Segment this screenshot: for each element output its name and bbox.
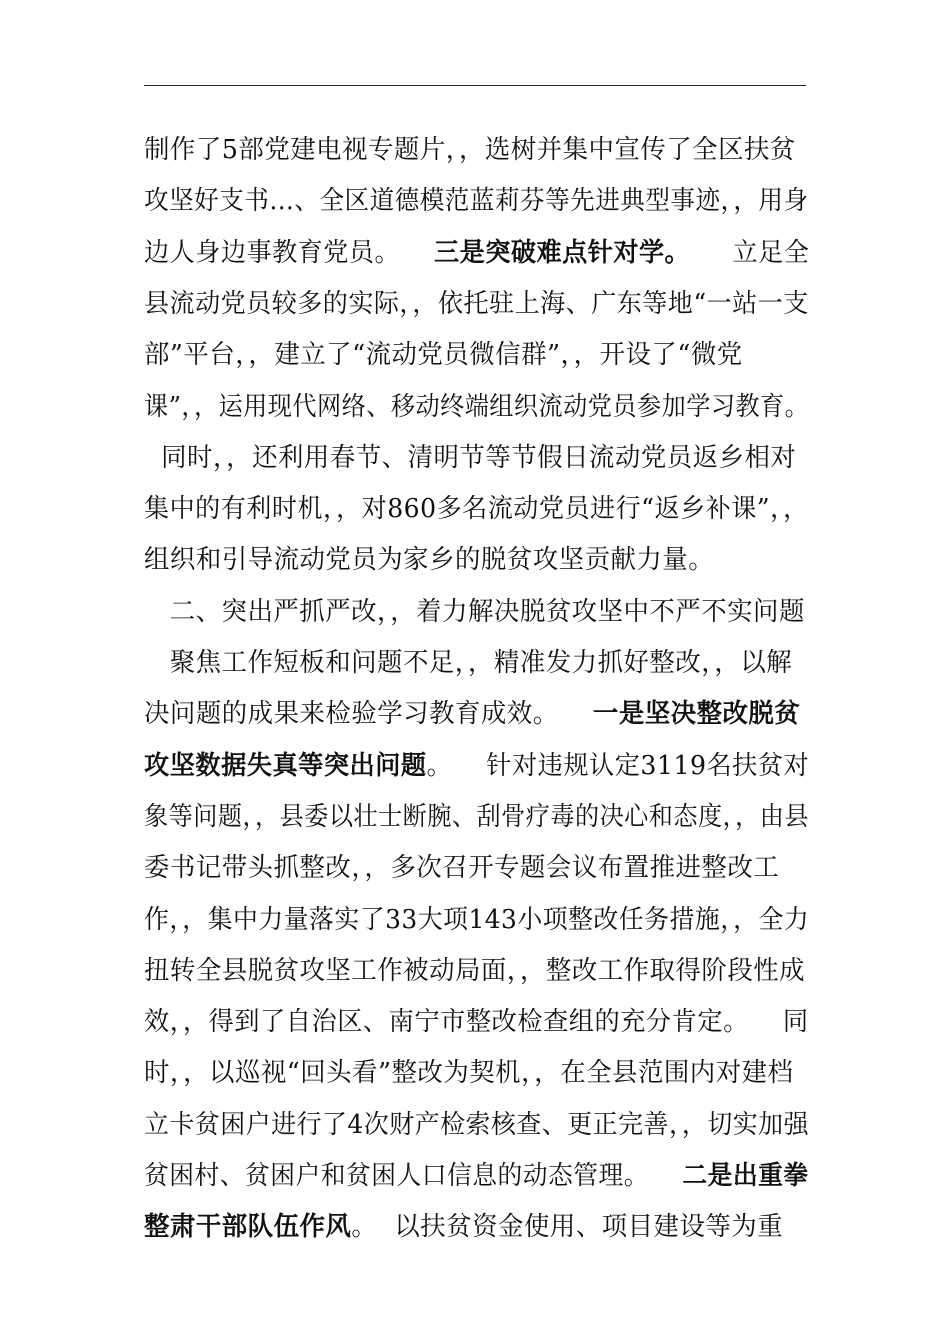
text-line [144,1004,809,1040]
bold-text-segment: 三是突破难点针对学。 [434,237,691,268]
text-line [144,748,810,784]
text-line [144,1107,810,1143]
text-line [144,1209,809,1245]
text-segment: 同时，，还利用春节、清明节等节假日流动党员返乡相对 [144,442,797,473]
section-heading: 二、突出严抓严改，，着力解决脱贫攻坚中不严不实问题 [144,596,805,627]
text-line [144,542,809,578]
bold-text-segment: 整肃干部队伍作风 [144,1212,352,1243]
text-segment: 立卡贫困户进行了4次财产检索核查、更正完善，，切实加强 [144,1109,810,1140]
text-line [144,696,809,732]
text-segment: 课”，，运用现代网络、移动终端组织流动党员参加学习教育。 [144,391,810,422]
text-segment: 效，，得到了自治区、南宁市整改检查组的充分肯定。 同 [144,1007,809,1038]
text-segment: 。 以扶贫资金使用、项目建设等为重 [351,1212,784,1243]
text-line [144,286,809,322]
text-line [144,1055,809,1091]
text-line [144,1158,809,1194]
header-rule [144,85,806,86]
text-line [144,799,810,835]
text-segment: 攻坚好支书…、全区道德模范蓝莉芬等先进典型事迹，，用身 [144,186,809,217]
text-segment: 立足全 [690,237,810,268]
bold-text-segment: 攻坚数据失真等突出问题 [144,750,427,781]
text-segment: 集中的有利时机，，对860多名流动党员进行“返乡补课”，， [144,494,809,525]
text-segment: 时，，以巡视“回头看”整改为契机，，在全县范围内对建档 [144,1058,794,1089]
text-segment: 组织和引导流动党员为家乡的脱贫攻坚贡献力量。 [144,545,715,576]
text-segment: 作，，集中力量落实了33大项143小项整改任务措施，，全力 [144,904,810,935]
text-segment: 聚焦工作短板和问题不足，，精准发力抓好整改，，以解 [144,648,793,678]
text-segment: 部”平台，，建立了“流动党员微信群”，，开设了“微党 [144,340,743,371]
text-segment: 县流动党员较多的实际，，依托驻上海、广东等地“一站一支 [144,288,809,319]
text-line [144,440,809,476]
text-segment: 。 针对违规认定3119名扶贫对 [426,750,810,781]
text-line [144,491,809,527]
text-line [144,645,809,681]
bold-text-segment: 一是坚决整改脱贫 [592,699,801,730]
bold-text-segment: 二是出重拳 [682,1161,809,1191]
text-line [144,902,810,938]
text-line [144,235,810,271]
text-segment: 制作了5部党建电视专题片，，选树并集中宣传了全区扶贫 [144,135,796,165]
text-line [144,389,810,425]
text-line [144,337,809,373]
text-line [144,850,809,886]
text-segment: 决问题的成果来检验学习教育成效。 [144,699,593,730]
text-segment: 象等问题，，县委以壮士断腕、刮骨疗毒的决心和态度，，由县 [144,801,810,832]
text-line [144,594,809,630]
text-segment: 边人身边事教育党员。 [144,237,435,268]
text-line [144,183,809,219]
text-segment: 贫困村、贫困户和贫困人口信息的动态管理。 [144,1161,683,1191]
text-line [144,132,809,168]
text-segment: 委书记带头抓整改，，多次召开专题会议布置推进整改工 [144,853,780,884]
text-line [144,953,809,989]
text-segment: 扭转全县脱贫攻坚工作被动局面，，整改工作取得阶段性成 [144,955,806,986]
